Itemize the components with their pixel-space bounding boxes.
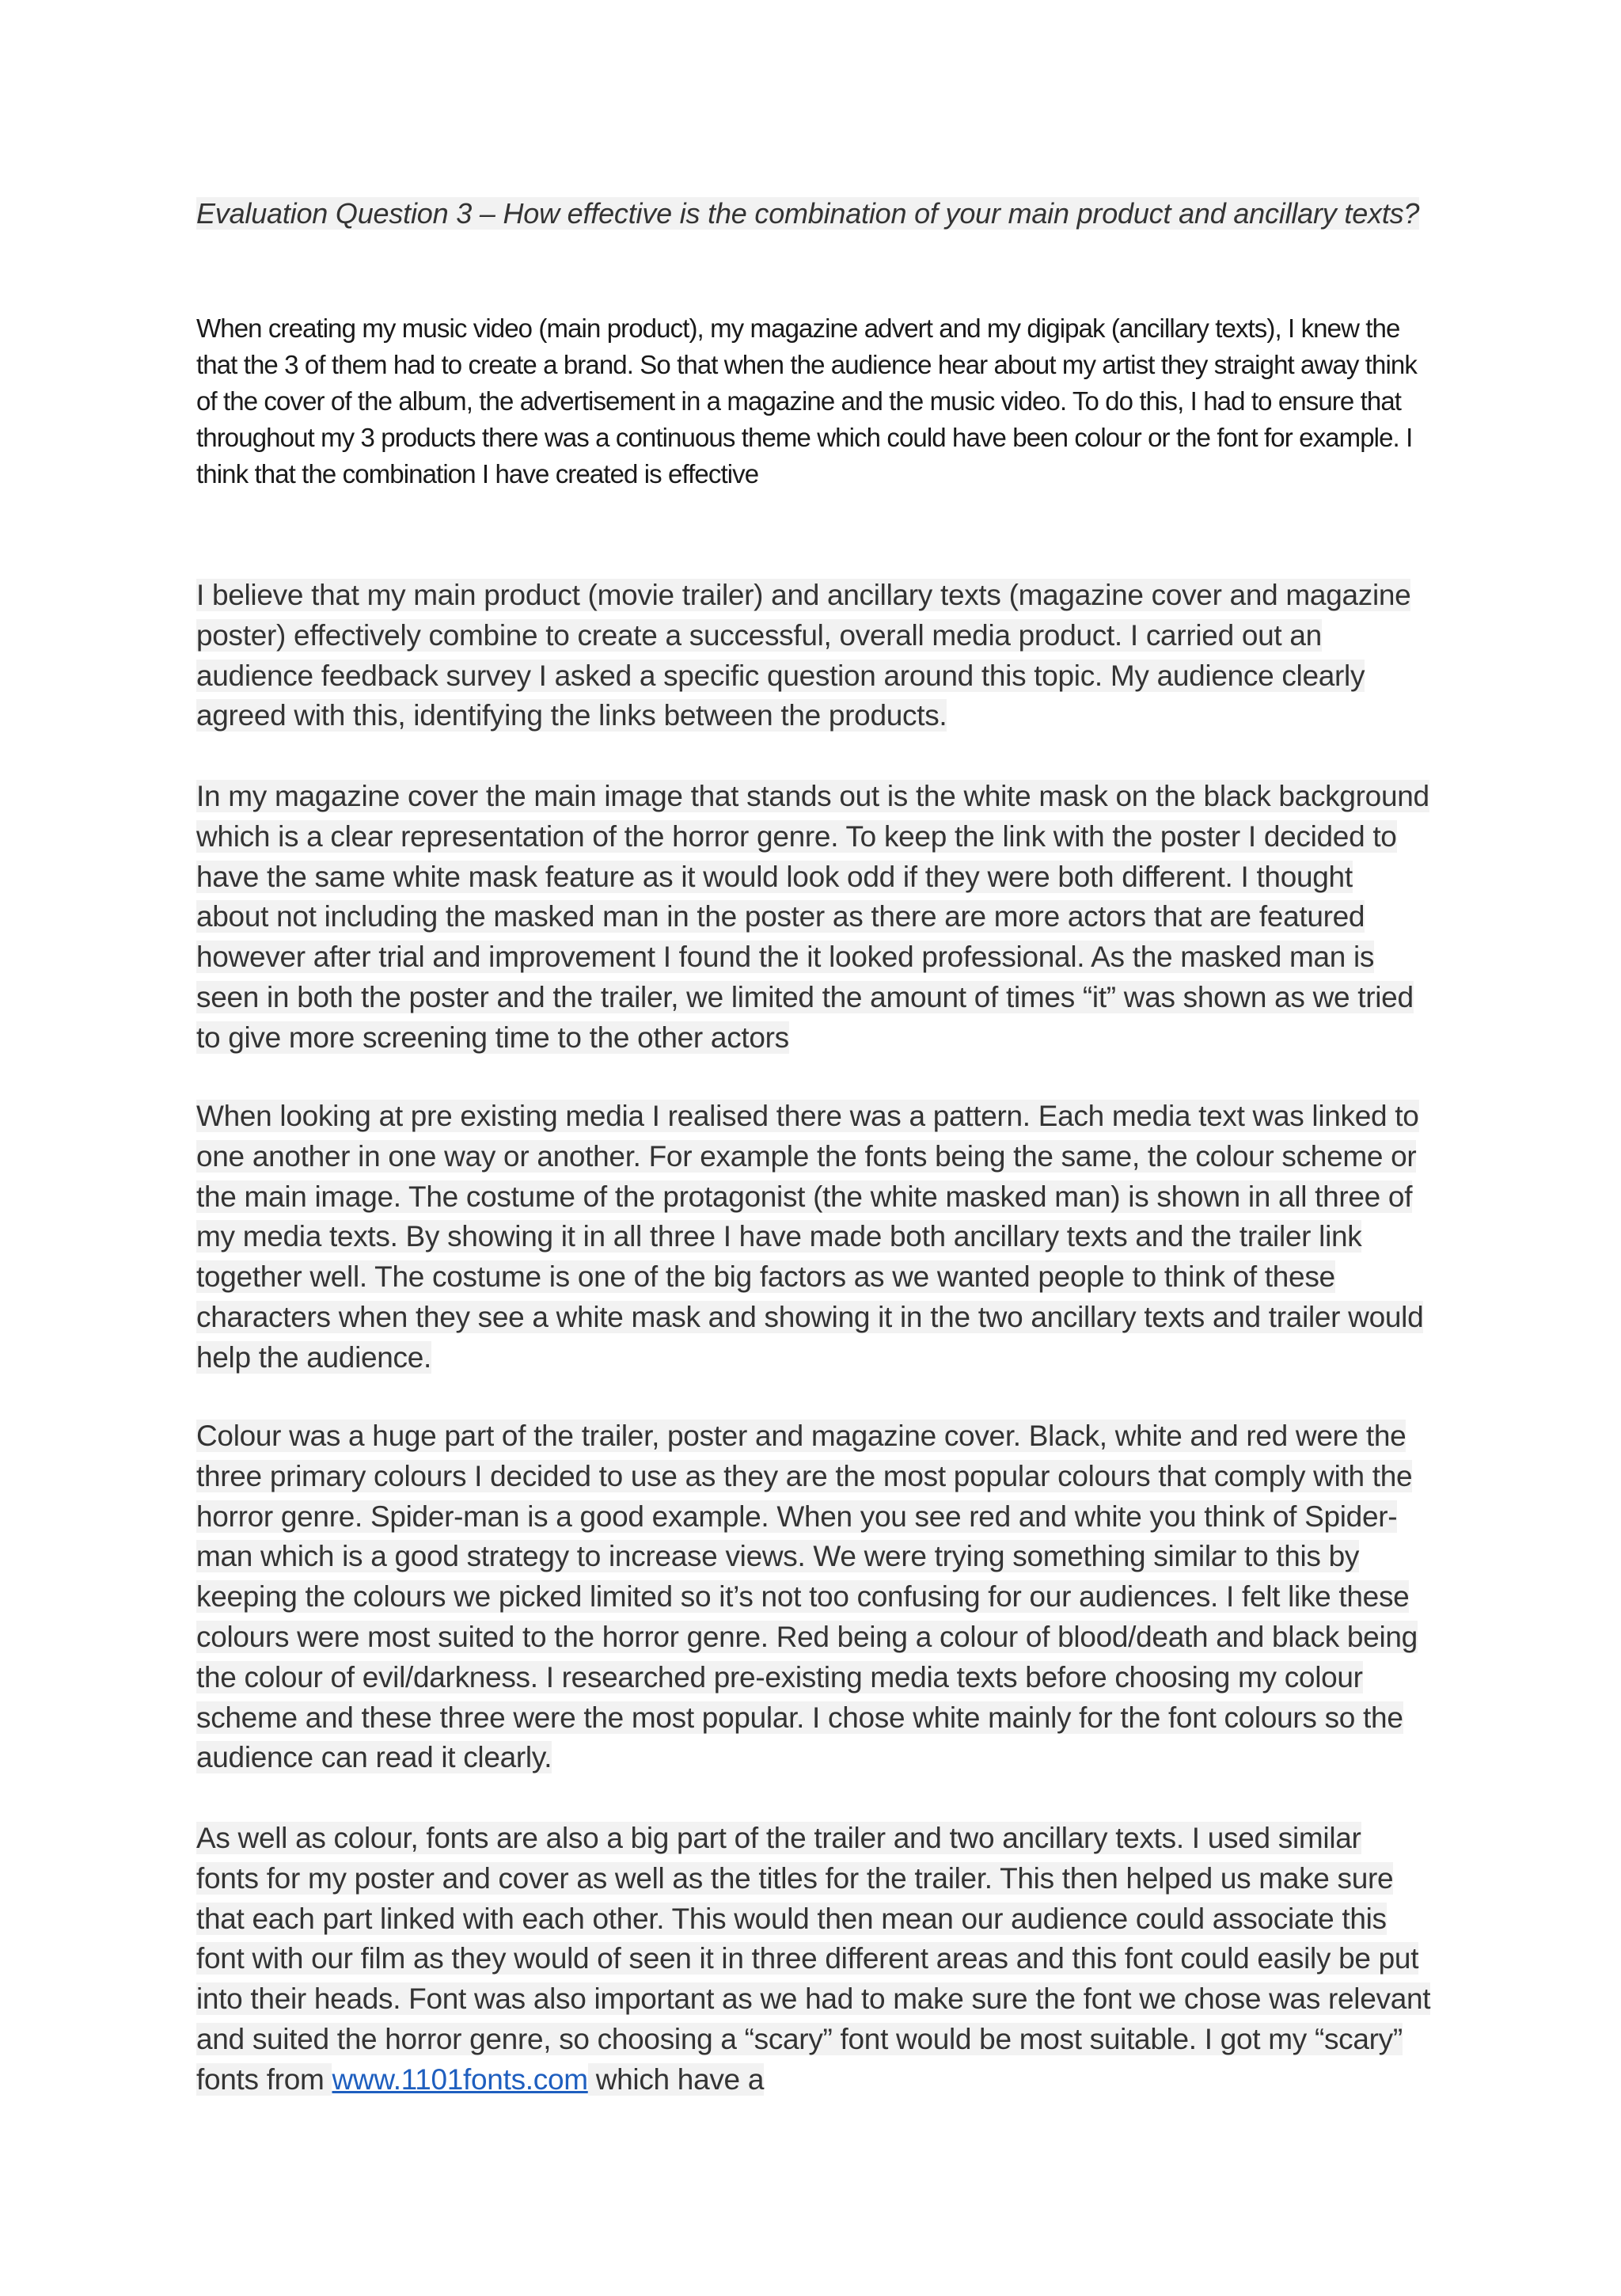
- body-paragraph-3: [196, 1097, 1431, 1378]
- body-paragraph-text-before-link: As well as colour, fonts are also a big part of the trailer and two ancillary texts. I used similar fonts for my poster and cover as well as the titles for the trailer. This then helped us make sure that each part linked with each other. This would then mean our audience could associate this font with our film as they would of seen it in three different areas and this font could easily be put into their heads. Font was also important as we had to make sure the font we chose was relevant and suited the horror genre, so choosing a “scary” font would be most suitable. I got my “scary” fonts from: [196, 1822, 1431, 2096]
- intro-paragraph: [196, 310, 1431, 492]
- body-paragraph-2: [196, 777, 1431, 1059]
- intro-paragraph-text: When creating my music video (main product), my magazine advert and my digipak (ancillary texts), I knew the that the 3 of them had to create a brand. So that when the audience hear about my artist they straight away think of the cover of the album, the advertisement in a magazine and the music video. To do this, I had to ensure that throughout my 3 products there was a continuous theme which could have been colour or the font for example. I think that the combination I have created is effective: [196, 314, 1417, 488]
- body-paragraph-5: [196, 1819, 1431, 2100]
- body-paragraph-1: [196, 576, 1431, 736]
- body-paragraph-text: Colour was a huge part of the trailer, poster and magazine cover. Black, white and red were the three primary colours I decided to use as they are the most popular colours that comply with the horror genre. Spider-man is a good example. When you see red and white you think of Spider-man which is a good strategy to increase views. We were trying something similar to this by keeping the colours we picked limited so it’s not too confusing for our audiences. I felt like these colours were most suited to the horror genre. Red being a colour of blood/death and black being the colour of evil/darkness. I researched pre-existing media texts before choosing my colour scheme and these three were the most popular. I chose white mainly for the font colours so the audience can read it clearly.: [196, 1420, 1418, 1774]
- heading-text: Evaluation Question 3 – How effective is the combination of your main product and ancillary texts?: [196, 197, 1420, 230]
- body-paragraph-4: [196, 1416, 1431, 1778]
- fonts-website-link[interactable]: www.1101fonts.com: [332, 2062, 588, 2096]
- body-paragraph-text: When looking at pre existing media I realised there was a pattern. Each media text was linked to one another in one way or another. For example the fonts being the same, the colour scheme or the main image. The costume of the protagonist (the white masked man) is shown in all three of my media texts. By showing it in all three I have made both ancillary texts and the trailer link together well. The costume is one of the big factors as we wanted people to think of these characters when they see a white mask and showing it in the two ancillary texts and trailer would help the audience.: [196, 1100, 1424, 1374]
- body-paragraph-text: In my magazine cover the main image that stands out is the white mask on the black background which is a clear representation of the horror genre. To keep the link with the poster I decided to have the same white mask feature as it would look odd if they were both different. I thought about not including the masked man in the poster as there are more actors that are featured however after trial and improvement I found the it looked professional. As the masked man is seen in both the poster and the trailer, we limited the amount of times “it” was shown as we tried to give more screening time to the other actors: [196, 780, 1429, 1054]
- body-paragraph-text: I believe that my main product (movie trailer) and ancillary texts (magazine cover and magazine poster) effectively combine to create a successful, overall media product. I carried out an audience feedback survey I asked a specific question around this topic. My audience clearly agreed with this, identifying the links between the products.: [196, 579, 1411, 732]
- evaluation-question-heading: [196, 193, 1431, 234]
- body-paragraph-text-after-link: which have a: [587, 2062, 765, 2096]
